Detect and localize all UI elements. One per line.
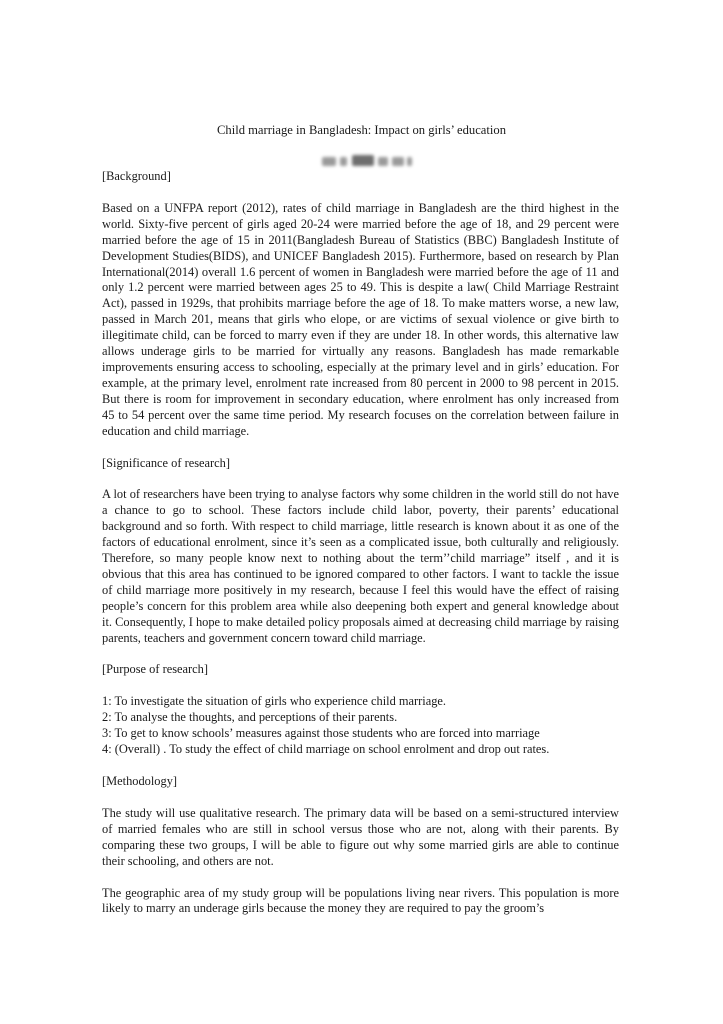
purpose-item: 4: (Overall) . To study the effect of child marriage on school enrolment and drop out rates.: [102, 742, 550, 757]
purpose-item: 1: To investigate the situation of girls who experience child marriage.: [102, 694, 447, 709]
redaction-block: [352, 155, 374, 166]
background-paragraph: Based on a UNFPA report (2012), rates of child marriage in Bangladesh are the third highest in the world. Sixty-five percent of girls aged 20-24 were married before the age of 18, and 29 percent were married before the age of 15 in 2011(Bangladesh Bureau of Statistics (BBC) Bangladesh Institute of Development Studies(BIDS), and UNICEF Bangladesh 2015). Furthermore, based on research by Plan International(2014) overall 1.6 percent of women in Bangladesh were married before the age of 11 and only 1.2 percent were married between ages 25 to 49. This is despite a law( Child Marriage Restraint Act), passed in 1929s, that prohibits marriage before the age of 18. To make matters worse, a new law, passed in March 201, means that girls who elope, or are victims of sexual violence or give birth to illegitimate child, can be forced to marry even if they are under 18. In other words, this alternative law allows underage girls to be married for virtually any reasons. Bangladesh has made remarkable improvements ensuring access to schooling, especially at the primary level and in girls’ education. For example, at the primary level, enrolment rate increased from 80 percent in 2000 to 98 percent in 2015. But there is room for improvement in secondary education, where enrolment has only increased from 45 to 54 percent over the same time period. My research focuses on the correlation between failure in education and child marriage.: [102, 200, 619, 438]
document-body: [102, 169, 619, 917]
purpose-item: 3: To get to know schools’ measures against those students who are forced into marriage: [102, 726, 540, 741]
purpose-list: [102, 694, 619, 758]
study-area-paragraph: The geographic area of my study group will be populations living near rivers. This population is more likely to marry an underage girls because the money they are required to pay the groom’s: [102, 885, 619, 916]
redaction-block: [407, 157, 412, 166]
redaction-block: [392, 157, 404, 166]
redaction-block: [322, 157, 336, 166]
redaction-block: [340, 157, 347, 166]
redaction-block: [378, 157, 388, 166]
section-heading-methodology: [Methodology]: [102, 774, 178, 788]
section-heading-background: [Background]: [102, 169, 171, 183]
section-heading-significance: [Significance of research]: [102, 455, 230, 470]
significance-paragraph: A lot of researchers have been trying to analyse factors why some children in the world still do not have a chance to go to school. These factors include child labor, poverty, their parents’ educational background and so forth. With respect to child marriage, little research is known about it as one of the factors of educational enrolment, since it’s seen as a complicated issue, both culturally and religiously. Therefore, so many people know next to nothing about the term’’child marriage” itself , and it is obvious that this area has continued to be ignored compared to other factors. I want to tackle the issue of child marriage more positively in my research, because I feel this would have the effect of raising people’s concern for this problem area while also deepening both expert and general knowledge about it. Consequently, I hope to make detailed policy proposals aimed at decreasing child marriage by raising parents, teachers and government concern toward child marriage.: [102, 487, 619, 645]
document-title: Child marriage in Bangladesh: Impact on girls’ education: [217, 123, 506, 137]
section-heading-purpose: [Purpose of research]: [102, 662, 208, 677]
purpose-item: 2: To analyse the thoughts, and perceptions of their parents.: [102, 710, 398, 725]
methodology-paragraph: The study will use qualitative research. The primary data will be based on a semi-structured interview of married females who are still in school versus those who are not, along with their parents. By comparing these two groups, I will be able to figure out why some married girls are able to continue their schooling, and others are not.: [102, 805, 619, 868]
redacted-author-name: [318, 154, 414, 168]
